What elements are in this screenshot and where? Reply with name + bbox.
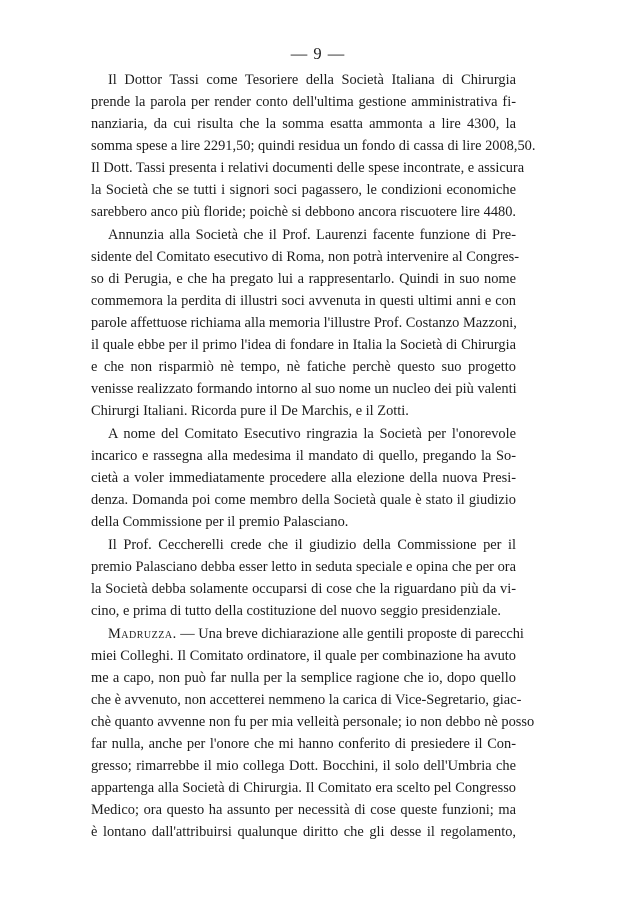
text-line: la Società debba solamente occuparsi di cose che la riguardano più da vi-: [91, 581, 516, 597]
text-line: cino, e prima di tutto della costituzione del nuovo seggio presidenziale.: [91, 603, 502, 619]
text-line: Il Dott. Tassi presenta i relativi documenti delle spese incontrate, e assicura: [91, 160, 525, 176]
text-line-content: — Una breve dichiarazione alle gentili proposte di parecchi: [180, 626, 524, 642]
text-line: la Società che se tutti i signori soci pagassero, le condizioni economiche: [91, 182, 516, 198]
text-line: cietà a voler immediatamente procedere alla elezione della nuova Presi-: [91, 470, 516, 486]
text-line: miei Colleghi. Il Comitato ordinatore, il quale per combinazione ha avuto: [91, 648, 516, 664]
text-line: sidente del Comitato esecutivo di Roma, non potrà intervenire al Congres-: [91, 249, 520, 265]
text-line: far nulla, anche per l'onore che mi hanno conferito di presiedere il Con-: [91, 736, 516, 752]
text-line: prende la parola per render conto dell'ultima gestione amministrativa fi-: [91, 94, 516, 110]
text-line: parole affettuose richiama alla memoria l'illustre Prof. Costanzo Mazzoni,: [91, 315, 517, 331]
text-line: so di Perugia, e che ha pregato lui a rappresentarlo. Quindi in suo nome: [91, 271, 516, 287]
text-line: gresso; rimarrebbe il mio collega Dott. Bocchini, il solo dell'Umbria che: [91, 758, 516, 774]
text-line: me a capo, non può far nulla per la semplice ragione che io, dopo quello: [91, 670, 516, 686]
text-line: e che non risparmiò nè tempo, nè fatiche perchè questo suo progetto: [91, 359, 516, 375]
text-line: chè quanto avvenne non fu per mia velleità personale; io non debbo nè posso: [91, 714, 535, 730]
text-line: è lontano dall'attribuirsi qualunque diritto che gli desse il regolamento,: [91, 824, 516, 840]
text-line: premio Palasciano debba esser letto in seduta speciale e opina che per ora: [91, 559, 516, 575]
text-line: incarico e rassegna alla medesima il mandato di quello, pregando la So-: [91, 448, 516, 464]
page-number: — 9 —: [290, 44, 346, 63]
text-line: sarebbero anco più floride; poichè si debbono ancora riscuotere lire 4480.: [91, 204, 516, 220]
text-line: Il Prof. Ceccherelli crede che il giudizio della Commissione per il: [108, 537, 516, 553]
speaker-name: Madruzza.: [108, 626, 177, 642]
text-line: Medico; ora questo ha assunto per necessità di cose queste funzioni; ma: [91, 802, 516, 818]
text-line: [108, 623, 524, 645]
text-line: venisse realizzato formando intorno al suo nome un nucleo dei più valenti: [91, 381, 517, 397]
text-line: commemora la perdita di illustri soci avvenuta in questi ultimi anni e con: [91, 293, 516, 309]
text-line: A nome del Comitato Esecutivo ringrazia la Società per l'onorevole: [108, 426, 516, 442]
text-line: denza. Domanda poi come membro della Società quale è stato il giudizio: [91, 492, 516, 508]
text-line: che è avvenuto, non accetterei nemmeno la carica di Vice-Segretario, giac-: [91, 692, 522, 708]
text-line: Chirurgi Italiani. Ricorda pure il De Marchis, e il Zotti.: [91, 403, 409, 419]
text-line: Il Dottor Tassi come Tesoriere della Società Italiana di Chirurgia: [108, 72, 516, 88]
text-line: della Commissione per il premio Palasciano.: [91, 514, 349, 530]
text-line: il quale ebbe per il primo l'idea di fondare in Italia la Società di Chirurgia: [91, 337, 516, 353]
text-line: somma spese a lire 2291,50; quindi residua un fondo di cassa di lire 2008,50.: [91, 138, 536, 154]
text-line: appartenga alla Società di Chirurgia. Il Comitato era scelto pel Congresso: [91, 780, 516, 796]
text-line: Annunzia alla Società che il Prof. Laurenzi facente funzione di Pre-: [108, 227, 516, 243]
text-line: nanziaria, da cui risulta che la somma esatta ammonta a lire 4300, la: [91, 116, 516, 132]
